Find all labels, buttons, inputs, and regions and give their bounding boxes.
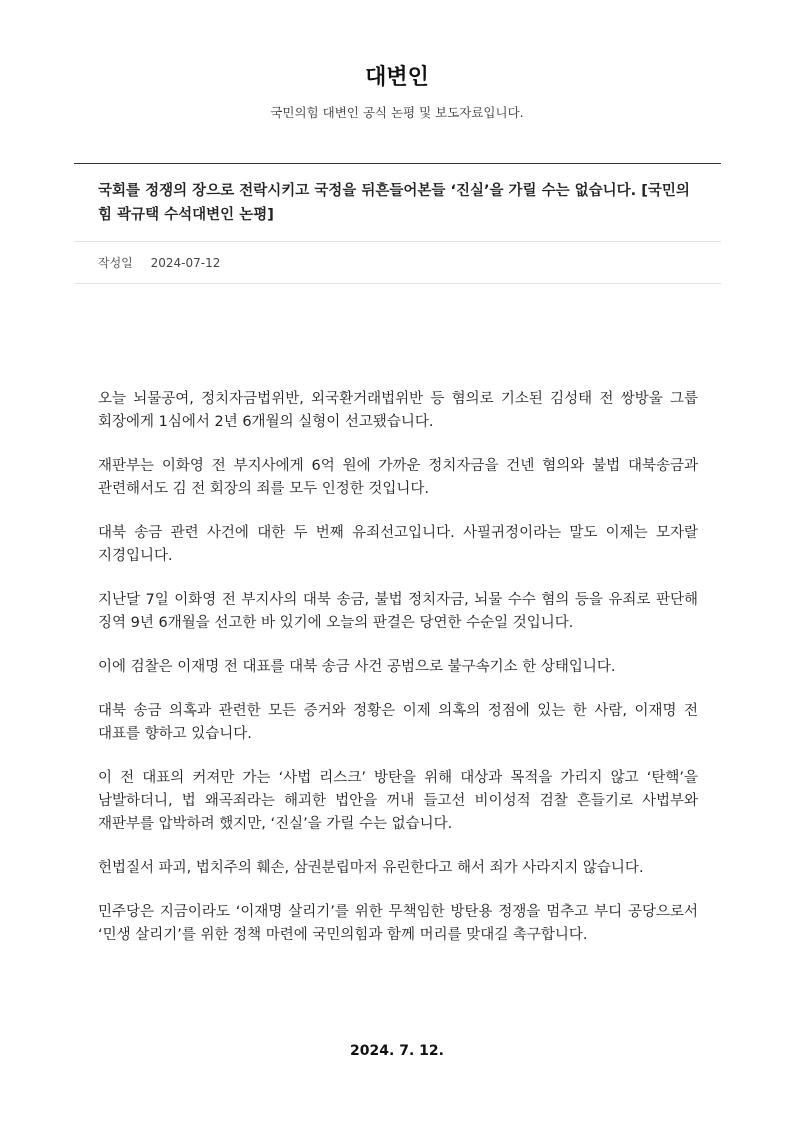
meta-date-value: 2024-07-12 [150, 256, 221, 270]
article-date: 2024. 7. 12. [350, 1043, 444, 1059]
header-divider [74, 163, 721, 164]
meta-date-label: 작성일 [98, 256, 133, 270]
article-paragraph: 재판부는 이화영 전 부지사에게 6억 원에 가까운 정치자금을 건넨 혐의와 불법 대북송금과 관련해서도 김 전 회장의 죄를 모두 인정한 것입니다. [98, 458, 698, 497]
article-paragraph: 이에 검찰은 이재명 전 대표를 대북 송금 사건 공범으로 불구속기소 한 상태입니다. [98, 659, 616, 675]
post-meta [98, 254, 220, 271]
page-title: 대변인 [365, 65, 429, 90]
article-paragraph: 민주당은 지금이라도 ‘이재명 살리기’를 위한 무책임한 방탄용 정쟁을 멈추고 부디 공당으로서 ‘민생 살리기’를 위한 정책 마련에 국민의힘과 함께 머리를 맞대길 촉구합니다. [98, 904, 698, 943]
page-subtitle: 국민의힘 대변인 공식 논평 및 보도자료입니다. [270, 105, 524, 120]
article-paragraph: 대북 송금 의혹과 관련한 모든 증거와 정황은 이제 의혹의 정점에 있는 한 사람, 이재명 전 대표를 향하고 있습니다. [98, 703, 698, 742]
meta-divider [74, 283, 721, 284]
article-paragraph: 헌법질서 파괴, 법치주의 훼손, 삼권분립마저 유린한다고 해서 죄가 사라지지 않습니다. [98, 860, 644, 876]
post-title: 국회를 정쟁의 장으로 전락시키고 국정을 뒤흔들어본들 ‘진실’을 가릴 수는 없습니다. [국민의힘 곽규택 수석대변인 논평] [98, 183, 690, 223]
article-paragraph: 대북 송금 관련 사건에 대한 두 번째 유죄선고입니다. 사필귀정이라는 말도 이제는 모자랄 지경입니다. [98, 525, 698, 564]
article-paragraph: 이 전 대표의 커져만 가는 ‘사법 리스크’ 방탄을 위해 대상과 목적을 가리지 않고 ‘탄핵’을 남발하더니, 법 왜곡죄라는 해괴한 법안을 꺼내 들고선 비이성적 검찰 흔들기로 사법부와 재판부를 압박하려 했지만, ‘진실’을 가릴 수는 없습니다. [98, 770, 698, 832]
article-paragraph: 오늘 뇌물공여, 정치자금법위반, 외국환거래법위반 등 혐의로 기소된 김성태 전 쌍방울 그룹 회장에게 1심에서 2년 6개월의 실형이 선고됐습니다. [98, 391, 698, 430]
article-paragraph: 지난달 7일 이화영 전 부지사의 대북 송금, 불법 정치자금, 뇌물 수수 혐의 등을 유죄로 판단해 징역 9년 6개월을 선고한 바 있기에 오늘의 판결은 당연한 수순일 것입니다. [98, 592, 698, 631]
article-body [98, 388, 698, 968]
title-divider [74, 241, 721, 242]
